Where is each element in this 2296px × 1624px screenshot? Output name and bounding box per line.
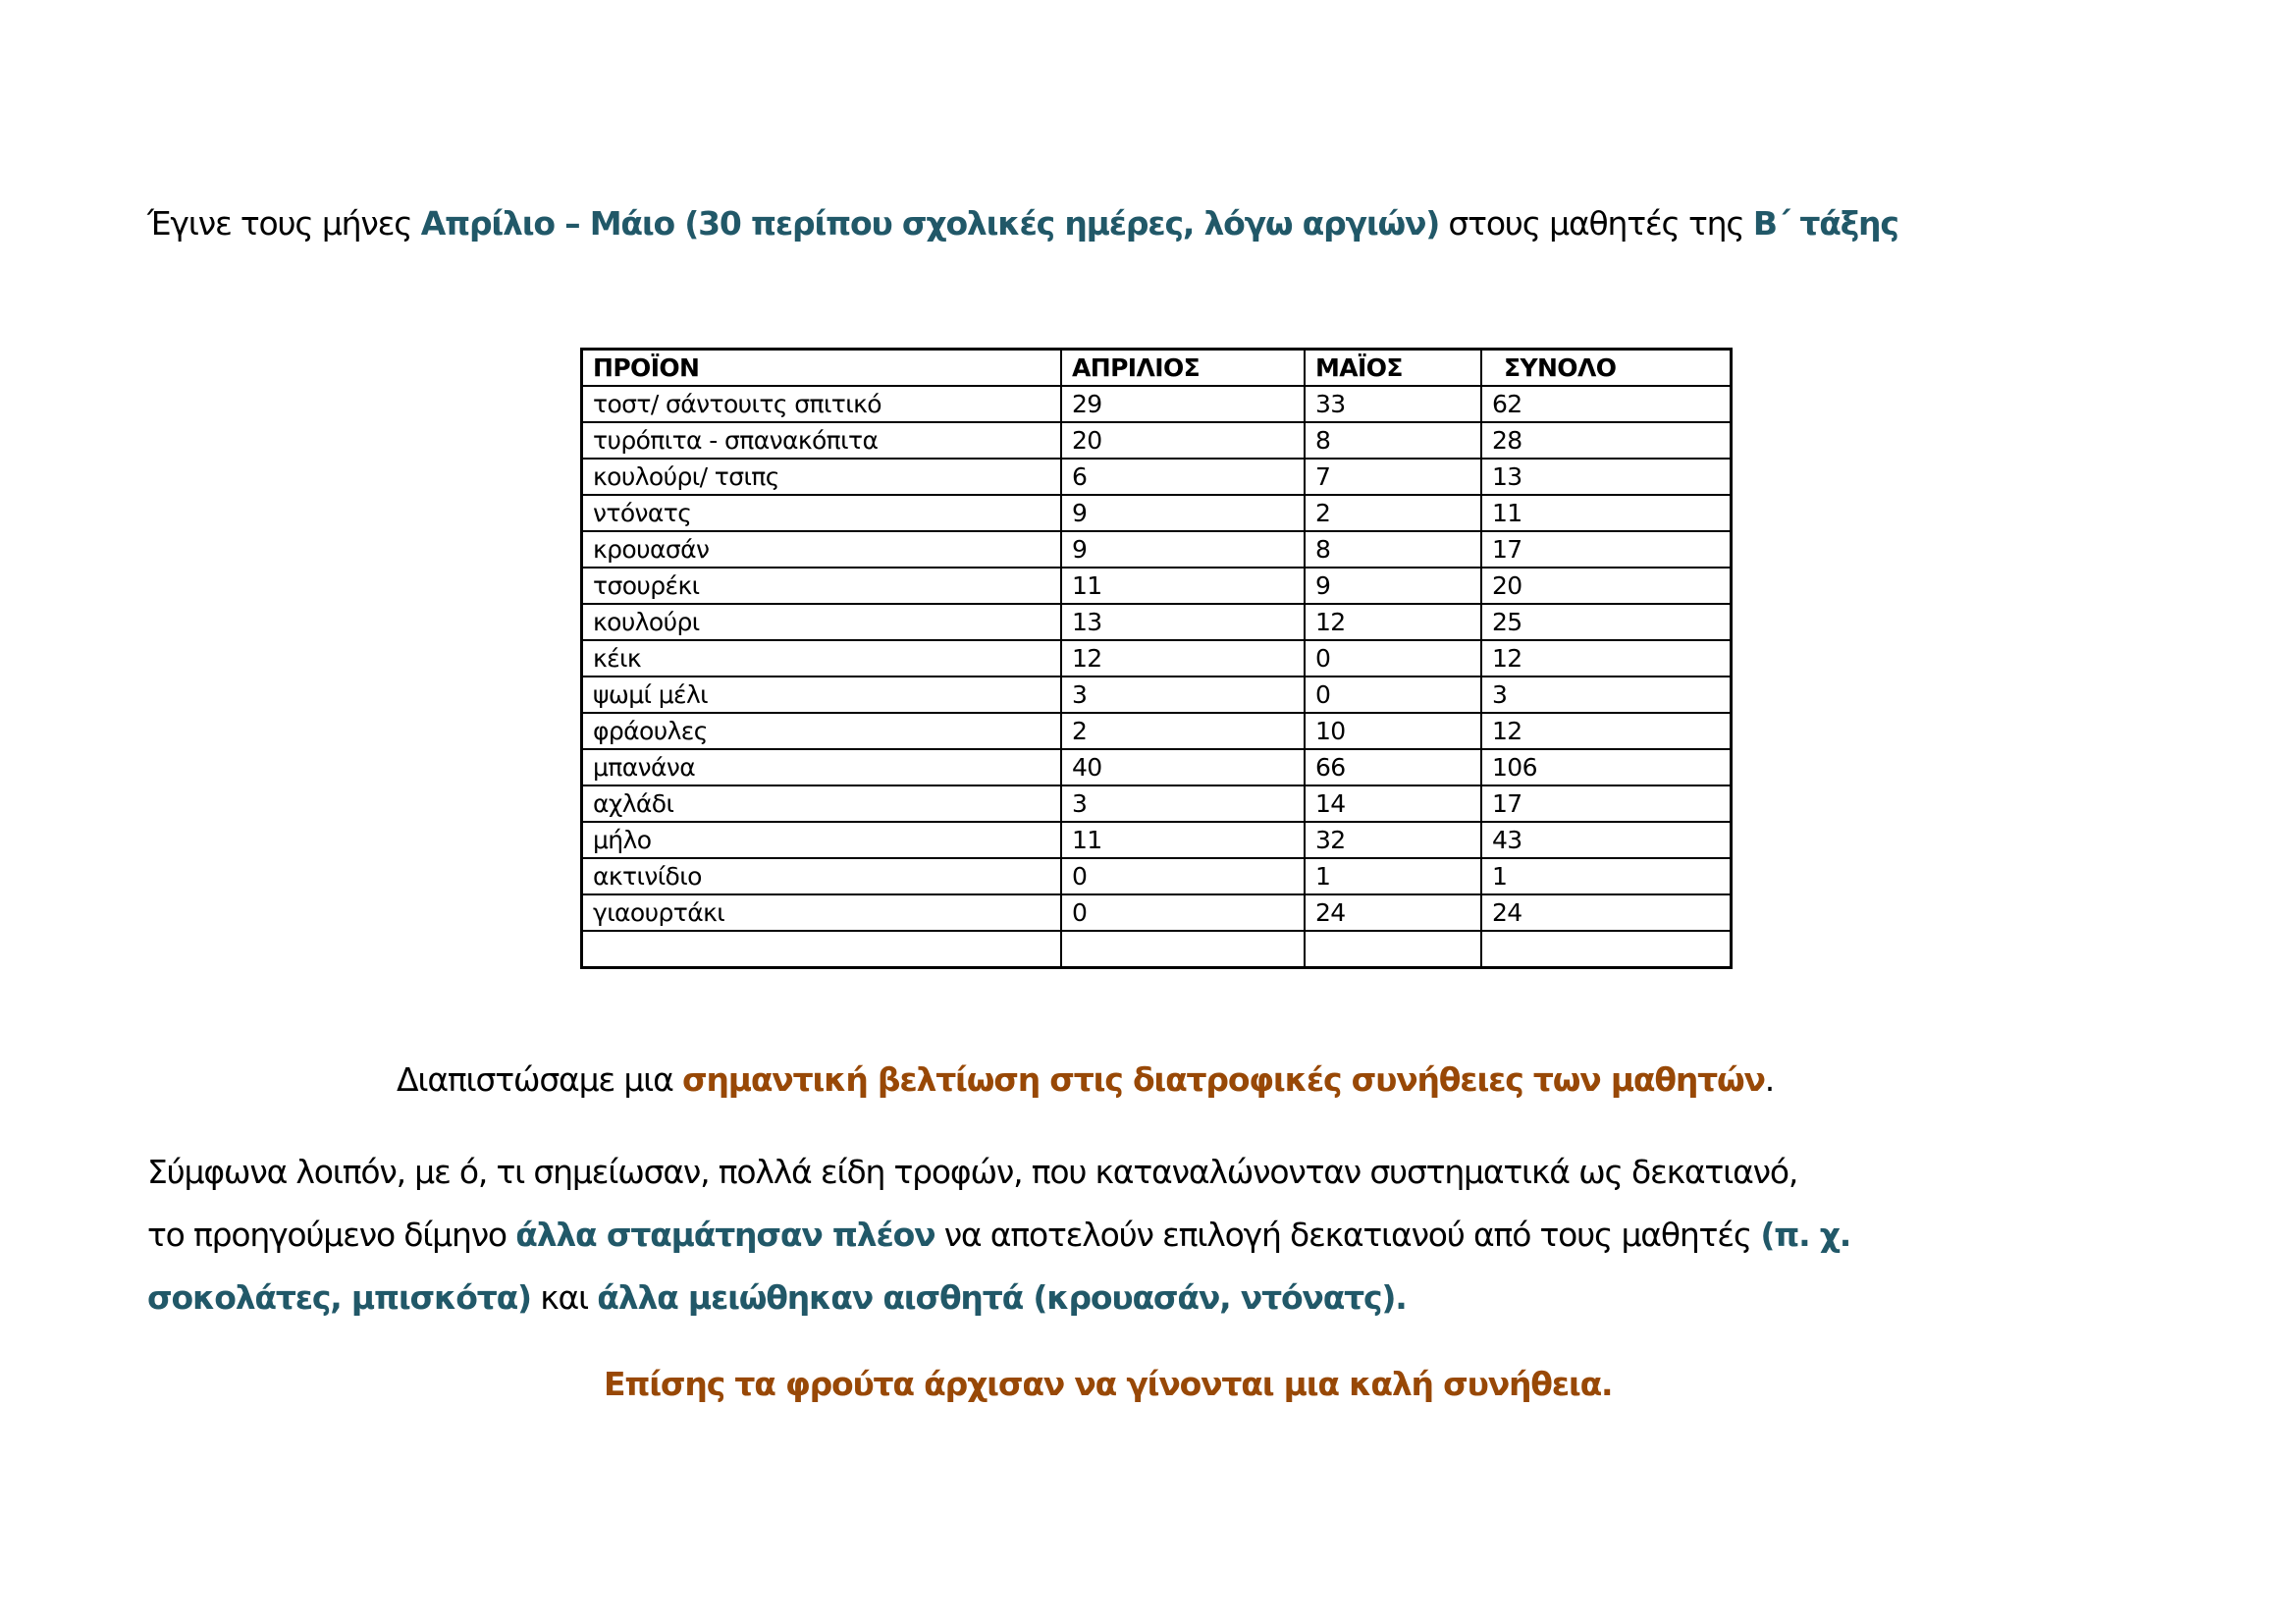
cell-total: 12 [1481, 713, 1732, 749]
conclusion-highlight: σημαντική βελτίωση στις διατροφικές συνήθειες των μαθητών [681, 1060, 1765, 1099]
paragraph-line-2-text-1: το προηγούμενο δίμηνο [147, 1216, 516, 1254]
table-row [582, 749, 1732, 785]
cell-may: 12 [1305, 604, 1481, 640]
cell-total: 25 [1481, 604, 1732, 640]
cell-product: ακτινίδιο [582, 858, 1062, 894]
cell-may: 32 [1305, 822, 1481, 858]
paragraph-line-3 [147, 1276, 1407, 1320]
cell-total: 62 [1481, 386, 1732, 422]
intro-period-highlight: Απρίλιο – Μάιο (30 περίπου σχολικές ημέρες, λόγω αργιών) [420, 204, 1440, 243]
food-consumption-table [580, 348, 1733, 969]
cell-april: 3 [1061, 785, 1305, 822]
cell-april [1061, 931, 1305, 968]
table-row [582, 677, 1732, 713]
cell-april: 11 [1061, 568, 1305, 604]
cell-april: 0 [1061, 858, 1305, 894]
intro-text-1: Έγινε τους μήνες [147, 204, 421, 243]
cell-april: 3 [1061, 677, 1305, 713]
cell-april: 9 [1061, 495, 1305, 531]
cell-may: 7 [1305, 459, 1481, 495]
cell-total: 24 [1481, 894, 1732, 931]
table-row [582, 640, 1732, 677]
table-row [582, 858, 1732, 894]
cell-product: κουλούρι/ τσιπς [582, 459, 1062, 495]
paragraph-examples-highlight: σοκολάτες, μπισκότα) [147, 1278, 531, 1317]
table-row [582, 931, 1732, 968]
table-row [582, 422, 1732, 459]
cell-april: 6 [1061, 459, 1305, 495]
intro-sentence [147, 202, 1898, 245]
closing-sentence: Επίσης τα φρούτα άρχισαν να γίνονται μια καλή συνήθεια. [604, 1365, 1613, 1403]
cell-may: 8 [1305, 422, 1481, 459]
table-row [582, 386, 1732, 422]
cell-total: 43 [1481, 822, 1732, 858]
table-header-row [582, 350, 1732, 387]
cell-total: 106 [1481, 749, 1732, 785]
cell-april: 20 [1061, 422, 1305, 459]
cell-total: 11 [1481, 495, 1732, 531]
cell-april: 2 [1061, 713, 1305, 749]
cell-may: 0 [1305, 640, 1481, 677]
cell-product: αχλάδι [582, 785, 1062, 822]
cell-april: 12 [1061, 640, 1305, 677]
cell-may: 8 [1305, 531, 1481, 568]
cell-may: 14 [1305, 785, 1481, 822]
cell-product: τοστ/ σάντουιτς σπιτικό [582, 386, 1062, 422]
header-may: ΜΑΪΟΣ [1305, 350, 1481, 387]
paragraph-line-3-text: και [530, 1278, 598, 1317]
paragraph-stopped-highlight: άλλα σταμάτησαν πλέον [515, 1216, 935, 1254]
cell-total: 20 [1481, 568, 1732, 604]
cell-total: 3 [1481, 677, 1732, 713]
cell-may [1305, 931, 1481, 968]
cell-april: 11 [1061, 822, 1305, 858]
cell-product: ψωμί μέλι [582, 677, 1062, 713]
header-total: ΣΥΝΟΛΟ [1481, 350, 1732, 387]
cell-product: κρουασάν [582, 531, 1062, 568]
cell-may: 10 [1305, 713, 1481, 749]
cell-total: 17 [1481, 531, 1732, 568]
conclusion-text-1: Διαπιστώσαμε μια [397, 1060, 682, 1099]
paragraph-line-1 [147, 1151, 1797, 1194]
table-row [582, 822, 1732, 858]
cell-april: 13 [1061, 604, 1305, 640]
table-row [582, 894, 1732, 931]
paragraph-example-highlight: (π. χ. [1760, 1216, 1851, 1254]
table-row [582, 568, 1732, 604]
cell-total: 17 [1481, 785, 1732, 822]
cell-may: 66 [1305, 749, 1481, 785]
paragraph-reduced-highlight: άλλα μειώθηκαν αισθητά (κρουασάν, ντόνατς). [597, 1278, 1407, 1317]
cell-april: 9 [1061, 531, 1305, 568]
cell-total [1481, 931, 1732, 968]
cell-may: 24 [1305, 894, 1481, 931]
cell-product: τυρόπιτα - σπανακόπιτα [582, 422, 1062, 459]
table-row [582, 531, 1732, 568]
paragraph-line-2-text-2: να αποτελούν επιλογή δεκατιανού από τους μαθητές [934, 1216, 1761, 1254]
cell-april: 0 [1061, 894, 1305, 931]
cell-product: γιαουρτάκι [582, 894, 1062, 931]
conclusion-text-2: . [1764, 1060, 1775, 1099]
cell-total: 13 [1481, 459, 1732, 495]
cell-may: 1 [1305, 858, 1481, 894]
cell-product: κουλούρι [582, 604, 1062, 640]
cell-product: φράουλες [582, 713, 1062, 749]
table-row [582, 604, 1732, 640]
cell-total: 1 [1481, 858, 1732, 894]
paragraph-line-2 [147, 1214, 1850, 1257]
paragraph-line-1-text: Σύμφωνα λοιπόν, με ό, τι σημείωσαν, πολλά είδη τροφών, που καταναλώνονταν συστηματικά ως δεκατιανό, [147, 1153, 1798, 1191]
cell-may: 0 [1305, 677, 1481, 713]
cell-product: κέικ [582, 640, 1062, 677]
table-row [582, 713, 1732, 749]
cell-may: 9 [1305, 568, 1481, 604]
cell-april: 29 [1061, 386, 1305, 422]
intro-class-highlight: Β΄ τάξης [1752, 204, 1898, 243]
cell-product [582, 931, 1062, 968]
table-row [582, 785, 1732, 822]
header-april: ΑΠΡΙΛΙΟΣ [1061, 350, 1305, 387]
table-body [582, 386, 1732, 968]
intro-text-2: στους μαθητές της [1439, 204, 1753, 243]
cell-product: μπανάνα [582, 749, 1062, 785]
cell-product: τσουρέκι [582, 568, 1062, 604]
table-row [582, 459, 1732, 495]
cell-product: ντόνατς [582, 495, 1062, 531]
cell-april: 40 [1061, 749, 1305, 785]
cell-total: 28 [1481, 422, 1732, 459]
conclusion-sentence [397, 1058, 1774, 1102]
cell-product: μήλο [582, 822, 1062, 858]
table-row [582, 495, 1732, 531]
cell-may: 33 [1305, 386, 1481, 422]
cell-may: 2 [1305, 495, 1481, 531]
header-product: ΠΡΟΪΟΝ [582, 350, 1062, 387]
cell-total: 12 [1481, 640, 1732, 677]
